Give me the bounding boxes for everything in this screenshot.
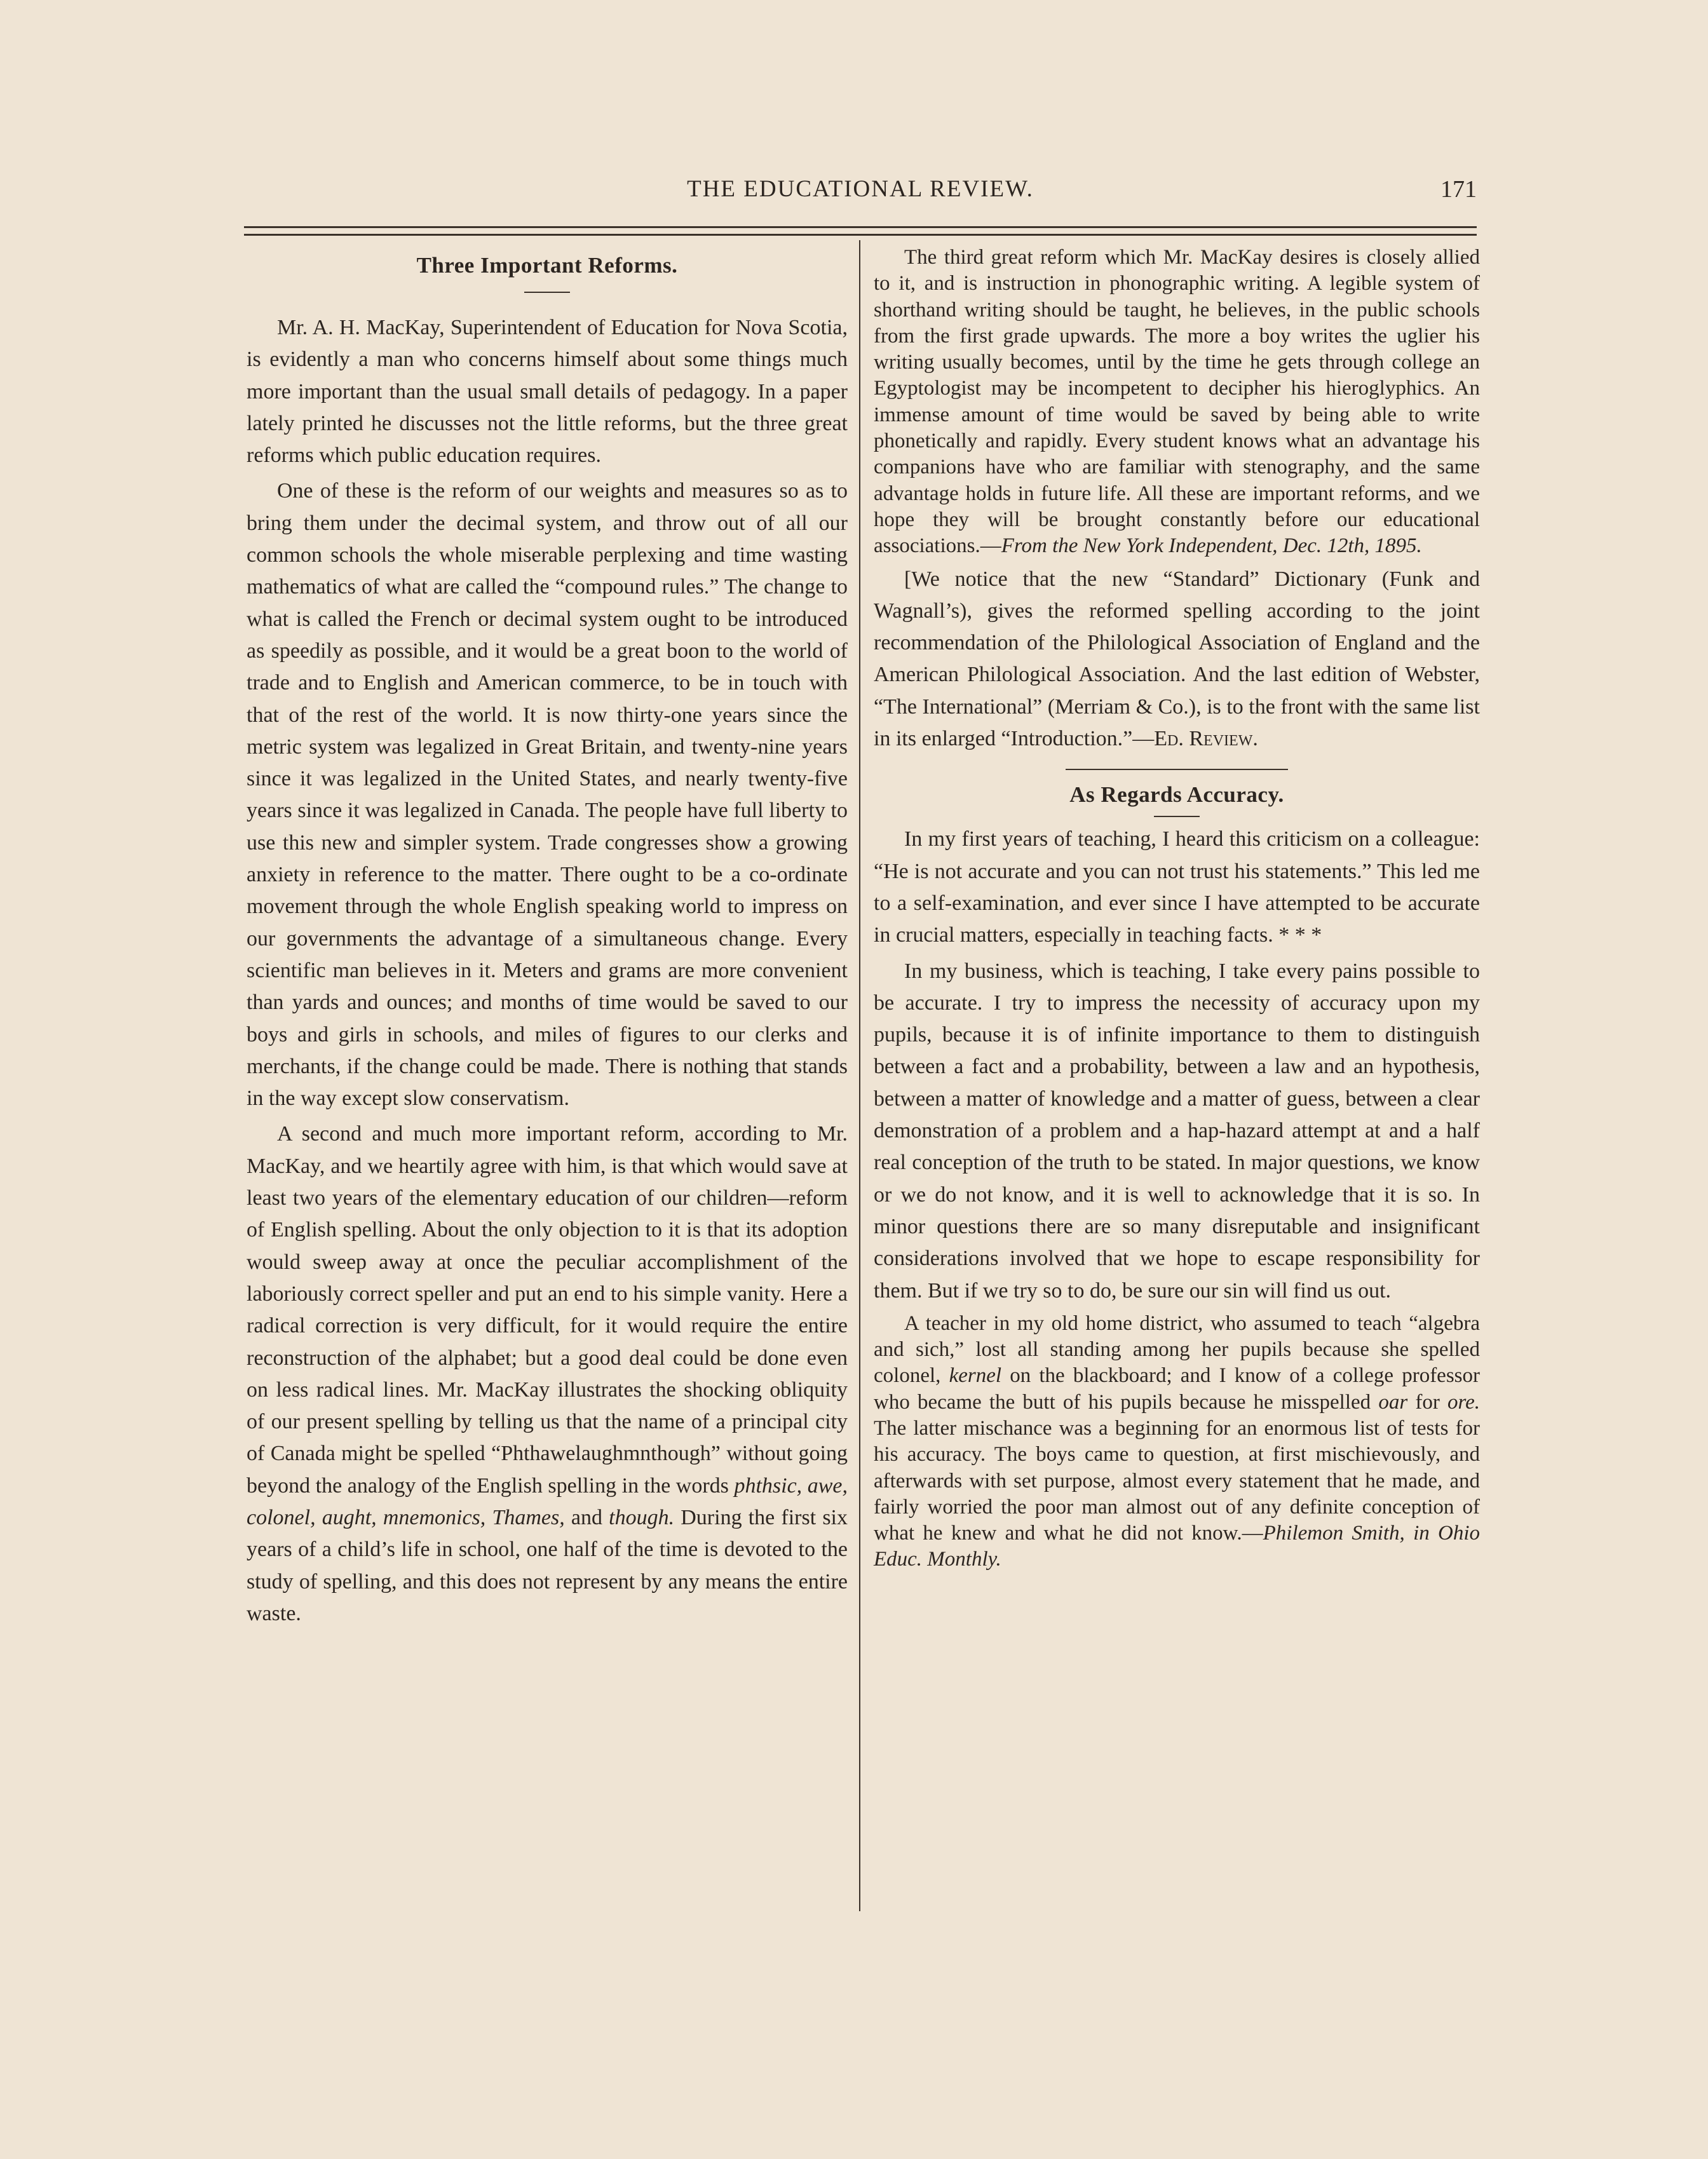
italic-word: oar xyxy=(1378,1390,1408,1414)
right-column xyxy=(874,245,1480,1577)
title-rule xyxy=(1154,816,1200,817)
header-rule-bottom xyxy=(244,234,1477,236)
running-header xyxy=(244,175,1477,213)
italic-word: kernel xyxy=(949,1364,1002,1388)
paragraph xyxy=(874,245,1480,560)
paragraph-text: The latter mischance was a beginning for an enormous list of tests for his accuracy. The boys came to question, at first mischievously, and afterwards with set purpose, almost every statement that he made, and fairly worried the poor man almost out of any definite conception of what he knew and what he did not know.— xyxy=(874,1416,1480,1545)
paragraph-text: and xyxy=(564,1505,609,1529)
paragraph: In my business, which is teaching, I take every pains possible to be accurate. I try to impress the necessity of accuracy upon my pupils, because it is of infinite importance to them to distinguish between a fact and a probability, between a law and an hypothesis, between a matter of knowledge and a matter of guess, between a clear demonstration of a problem and a hap-hazard attempt at and a half real conception of the truth to be stated. In major questions, we know or we do not know, and it is well to acknowledge that it is so. In minor questions there are so many disreputable and insignificant considerations involved that we hope to escape responsibility for them. But if we try so to do, be sure our sin will find us out. xyxy=(874,959,1480,1303)
italic-word: ore. xyxy=(1447,1390,1480,1414)
source-citation: Philemon Smith, in Ohio Educ. Monthly. xyxy=(874,1522,1481,1571)
article-title-accuracy: As Regards Accuracy. xyxy=(1069,782,1284,808)
paragraph xyxy=(874,1311,1480,1573)
page-number: 171 xyxy=(1440,176,1477,203)
editor-note xyxy=(874,564,1480,755)
paragraph-text: on the blackboard; and I know of a college professor who became the butt of his pupils because he misspelled xyxy=(874,1364,1480,1414)
source-citation: From the New York Independent, Dec. 12th, 1895. xyxy=(1001,534,1422,558)
paragraph-text: The third great reform which Mr. MacKay desires is closely allied to it, and is instruction in phonographic writing. A legible system of shorthand writing should be taught, he believes, in the public schools from the first grade upwards. The more a boy writes the uglier his writing usually becomes, until by the time he gets through college an Egyptologist may be incompetent to decipher his hieroglyphics. An immense amount of time would be saved by being able to write phonetically and rapidly. Every student knows what an advantage his companions have who are familiar with stenography, and the same advantage holds in future life. All these are important reforms, and we hope they will be brought constantly before our educational associations.— xyxy=(874,246,1480,558)
paragraph xyxy=(247,1118,848,1630)
paragraph-text: A teacher in my old home district, who assumed to teach “algebra and sich,” lost all standing among her pupils because she spelled colonel, xyxy=(874,1311,1480,1388)
header-rule-top xyxy=(244,226,1477,228)
paragraph: In my first years of teaching, I heard this criticism on a colleague: “He is not accurate and you can not trust his statements.” This led me to a self-examination, and ever since I have attempted to be accurate in crucial matters, especially in teaching facts. * * * xyxy=(874,827,1480,947)
paragraph-text: During the first six years of a child’s life in school, one half of the time is devoted to the study of spelling, and this does not represent by any means the entire waste. xyxy=(247,1505,848,1625)
article-title-three-reforms: Three Important Reforms. xyxy=(416,253,678,278)
paragraph-text: [We notice that the new “Standard” Dictionary (Funk and Wagnall’s), gives the reformed spelling according to the joint recommendation of the Philological Association of England and the American Philological Association. And the last edition of Webster, “The International” (Merriam & Co.), is to the front with the same list in its enlarged “Introduction.”— xyxy=(874,567,1480,751)
paragraph: Mr. A. H. MacKay, Superintendent of Education for Nova Scotia, is evidently a man who concerns himself about some things much more important than the usual small details of pedagogy. In a paper lately printed he discusses not the little reforms, but the three great reforms which public education requires. xyxy=(247,316,848,468)
running-title: THE EDUCATIONAL REVIEW. xyxy=(687,176,1034,202)
editor-signature: Ed. Review. xyxy=(1154,727,1258,751)
italic-word-list: phthsic, awe, colonel, aught, mnemonics, Thames, xyxy=(247,1473,848,1529)
italic-word: though. xyxy=(609,1505,675,1529)
paragraph-text: A second and much more important reform, according to Mr. MacKay, and we heartily agree with him, is that which would save at least two years of the elementary education of our children—reform of English spelling. About the only objection to it is that its adoption would sweep away at once the peculiar accomplishment of the laboriously correct speller and put an end to his simple vanity. Here a radical correction is very difficult, for it would require the entire reconstruction of the alphabet; but a good deal could be done even on less radical lines. Mr. MacKay illustrates the shocking obliquity of our present spelling by telling us that the name of a principal city of Canada might be spelled “Phthawelaughmnthough” without going beyond the analogy of the English spelling in the words xyxy=(247,1122,848,1498)
column-divider xyxy=(859,240,860,1911)
section-divider xyxy=(1066,769,1288,770)
paragraph-text: for xyxy=(1407,1390,1447,1414)
left-column xyxy=(247,245,848,1634)
paragraph: One of these is the reform of our weights and measures so as to bring them under the decimal system, and throw out of all our common schools the whole miserable perplexing and time wasting mathematics of what are called the “compound rules.” The change to what is called the French or decimal system ought to be introduced as speedily as possible, and it would be a great boon to the world of trade and to English and American commerce, to be in touch with that of the rest of the world. It is now thirty-one years since the metric system was legalized in Great Britain, and twenty-nine years since it was legalized in the United States, and nearly twenty-five years since it was legalized in Canada. The people have full liberty to use this new and simpler system. Trade congresses show a growing anxiety in reference to the matter. There ought to be a co-ordinate movement through the whole English speaking world to impress on our governments the advantage of a simultaneous change. Every scientific man believes in it. Meters and grams are more convenient than yards and ounces; and months of time would be saved to our boys and girls in schools, and miles of figures to our clerks and merchants, if the change could be made. There is nothing that stands in the way except slow conservatism. xyxy=(247,479,848,1111)
title-rule xyxy=(524,292,570,293)
